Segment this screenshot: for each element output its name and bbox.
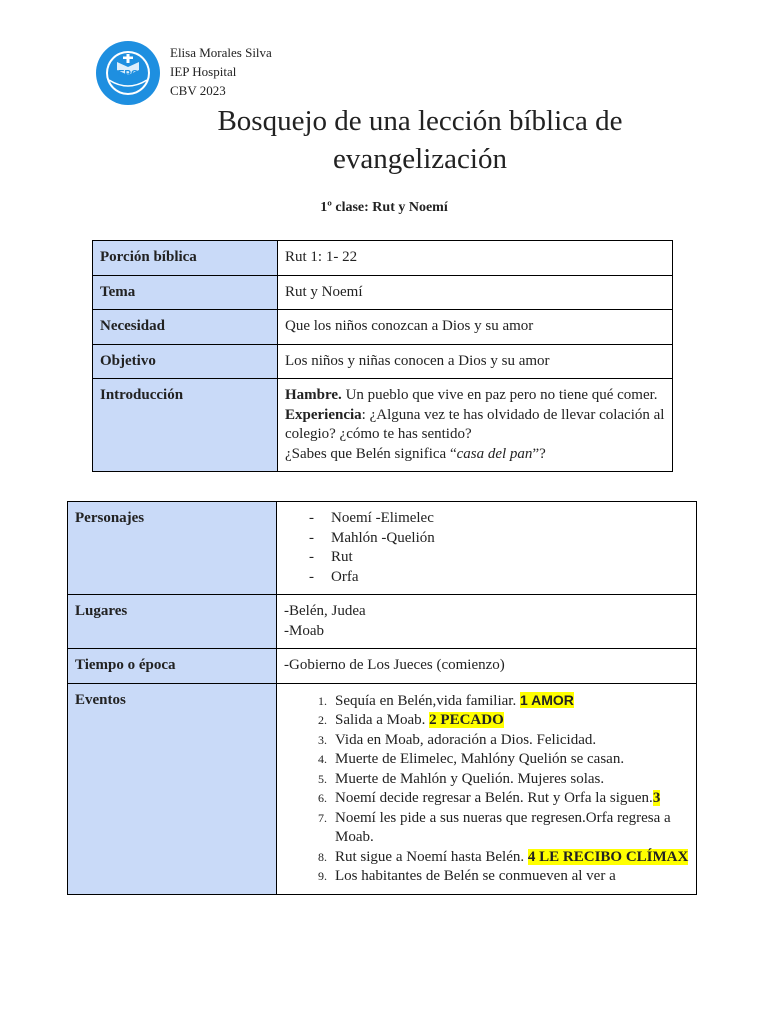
highlight-mark: 4 LE RECIBO CLÍMAX — [527, 848, 689, 865]
row-label: Necesidad — [93, 310, 278, 345]
table-row — [93, 344, 673, 379]
characters-list — [284, 509, 689, 587]
table-row — [93, 275, 673, 310]
list-item — [330, 750, 689, 770]
class-subtitle: 1º clase: Rut y Noemí — [320, 200, 448, 215]
intro-italic: casa del pan — [456, 445, 533, 462]
event-text: Muerte de Elimelec, Mahlóny Quelión se casan. — [335, 751, 625, 767]
row-label: Porción bíblica — [93, 241, 278, 276]
row-value: Rut y Noemí — [278, 275, 673, 310]
row-label: Lugares — [68, 595, 277, 649]
list-item: - Rut — [309, 548, 689, 568]
row-value: Rut 1: 1- 22 — [278, 241, 673, 276]
list-item — [330, 867, 689, 887]
lesson-info-table — [92, 240, 673, 472]
table-row — [93, 241, 673, 276]
list-item — [330, 809, 689, 848]
highlight-mark: 3 — [652, 790, 661, 806]
list-item — [330, 789, 689, 809]
row-label: Tema — [93, 275, 278, 310]
event-text: Sequía en Belén,vida familiar. — [335, 692, 520, 709]
list-item — [330, 848, 689, 868]
events-cell — [277, 683, 697, 894]
events-list — [284, 691, 689, 887]
author-name: Elisa Morales Silva — [170, 45, 272, 60]
list-item — [330, 731, 689, 751]
list-item — [330, 770, 689, 790]
table-row — [68, 683, 697, 894]
event-text: Muerte de Mahlón y Quelión. Mujeres solas. — [335, 770, 605, 787]
introduction-text — [278, 379, 673, 472]
event-text: Noemí decide regresar a Belén. Rut y Orfa la siguen. — [335, 790, 653, 806]
event-name: CBV 2023 — [170, 83, 226, 98]
characters-cell — [277, 502, 697, 595]
page-title — [150, 102, 690, 178]
event-text: Noemí les pide a sus nueras que regresen.Orfa regresa a Moab. — [335, 809, 671, 845]
table-row — [68, 502, 697, 595]
organization: IEP Hospital — [170, 64, 237, 79]
title-line-1: Bosquejo de una lección bíblica de — [217, 105, 623, 137]
event-text: Rut sigue a Noemí hasta Belén. — [335, 848, 528, 865]
row-value: Los niños y niñas conocen a Dios y su amor — [278, 344, 673, 379]
row-label: Objetivo — [93, 344, 278, 379]
row-label: Introducción — [93, 379, 278, 472]
row-label: Tiempo o época — [68, 649, 277, 684]
list-item: - Orfa — [309, 568, 689, 588]
highlight-mark: 1 AMOR — [519, 691, 574, 708]
row-label: Personajes — [68, 502, 277, 595]
logo-center-text: EPC — [117, 69, 139, 80]
list-item: - Mahlón -Quelión — [309, 529, 689, 549]
table-row — [68, 595, 697, 649]
row-label: Eventos — [68, 683, 277, 894]
table-row — [93, 379, 673, 472]
intro-text-2: : ¿Alguna vez te has olvidado de llevar colación al colegio? ¿cómo te has sentido? — [285, 406, 665, 442]
header-info — [170, 43, 272, 100]
event-text: Los habitantes de Belén se conmueven al ver a — [335, 868, 616, 884]
intro-text-3b: ”? — [532, 445, 546, 462]
list-item — [330, 691, 689, 712]
place-line: -Belén, Judea — [284, 603, 366, 619]
table-row — [68, 649, 697, 684]
story-details-table — [67, 501, 697, 895]
row-value: Que los niños conozcan a Dios y su amor — [278, 310, 673, 345]
time-value: -Gobierno de Los Jueces (comienzo) — [277, 649, 697, 684]
intro-bold-hambre: Hambre. — [285, 387, 342, 403]
places-cell — [277, 595, 697, 649]
church-seal-icon — [95, 40, 161, 106]
intro-text-1: Un pueblo que vive en paz pero no tiene qué comer. — [341, 387, 658, 403]
title-line-2: evangelización — [333, 143, 507, 175]
event-text: Vida en Moab, adoración a Dios. Felicidad. — [335, 731, 597, 748]
intro-bold-experiencia: Experiencia — [285, 406, 362, 423]
table-row — [93, 310, 673, 345]
intro-text-3a: ¿Sabes que Belén significa “ — [285, 445, 457, 462]
highlight-mark: 2 PECADO — [429, 712, 504, 728]
place-line: -Moab — [284, 622, 324, 639]
list-item: - Noemí -Elimelec — [309, 509, 689, 529]
list-item — [330, 711, 689, 731]
event-text: Salida a Moab. — [335, 712, 430, 728]
